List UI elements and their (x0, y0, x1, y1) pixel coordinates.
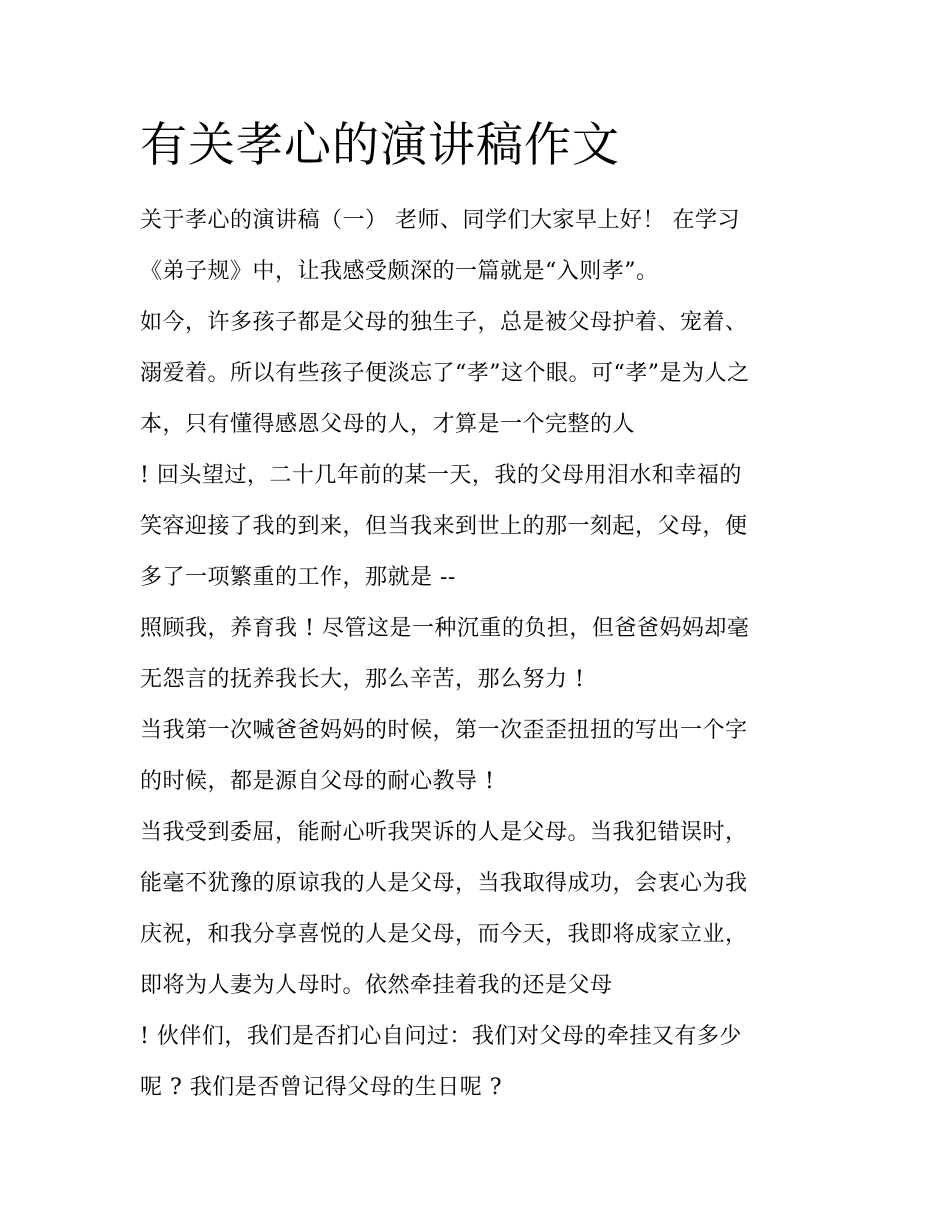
body-line: 多了一项繁重的工作，那就是 -- (140, 565, 456, 590)
document-title: 有关孝心的演讲稿作文 (140, 118, 620, 173)
body-line: 能毫不犹豫的原谅我的人是父母，当我取得成功，会衷心为我 (140, 871, 748, 896)
body-line: 无怨言的抚养我长大，那么辛苦，那么努力 ! (140, 667, 585, 692)
body-line: 的时候，都是源自父母的耐心教导 ! (140, 769, 495, 794)
body-line: 庆祝，和我分享喜悦的人是父母，而今天，我即将成家立业， (140, 922, 748, 947)
body-line: 本，只有懂得感恩父母的人，才算是一个完整的人 (140, 412, 636, 437)
body-line: 如今，许多孩子都是父母的独生子，总是被父母护着、宠着、 (140, 310, 748, 335)
body-line: 即将为人妻为人母时。依然牵挂着我的还是父母 (140, 973, 613, 998)
body-line: 《弟子规》中，让我感受颇深的一篇就是“入则孝”。 (140, 259, 659, 284)
body-line: 关于孝心的演讲稿（一） 老师、同学们大家早上好！ 在学习 (140, 208, 740, 233)
body-line: 照顾我，养育我 ! 尽管这是一种沉重的负担，但爸爸妈妈却毫 (140, 616, 750, 641)
body-line: 当我受到委屈，能耐心听我哭诉的人是父母。当我犯错误时， (140, 820, 748, 845)
body-line: 当我第一次喊爸爸妈妈的时候，第一次歪歪扭扭的写出一个字 (140, 718, 748, 743)
body-line: 溺爱着。所以有些孩子便淡忘了“孝”这个眼。可“孝”是为人之 (140, 361, 750, 386)
body-line: 呢 ? 我们是否曾记得父母的生日呢 ? (140, 1075, 503, 1100)
body-line: ! 伙伴们，我们是否扪心自问过：我们对父母的牵挂又有多少 (140, 1024, 742, 1049)
body-line: ! 回头望过，二十几年前的某一天，我的父母用泪水和幸福的 (140, 463, 742, 488)
body-line: 笑容迎接了我的到来，但当我来到世上的那一刻起，父母，便 (140, 514, 748, 539)
